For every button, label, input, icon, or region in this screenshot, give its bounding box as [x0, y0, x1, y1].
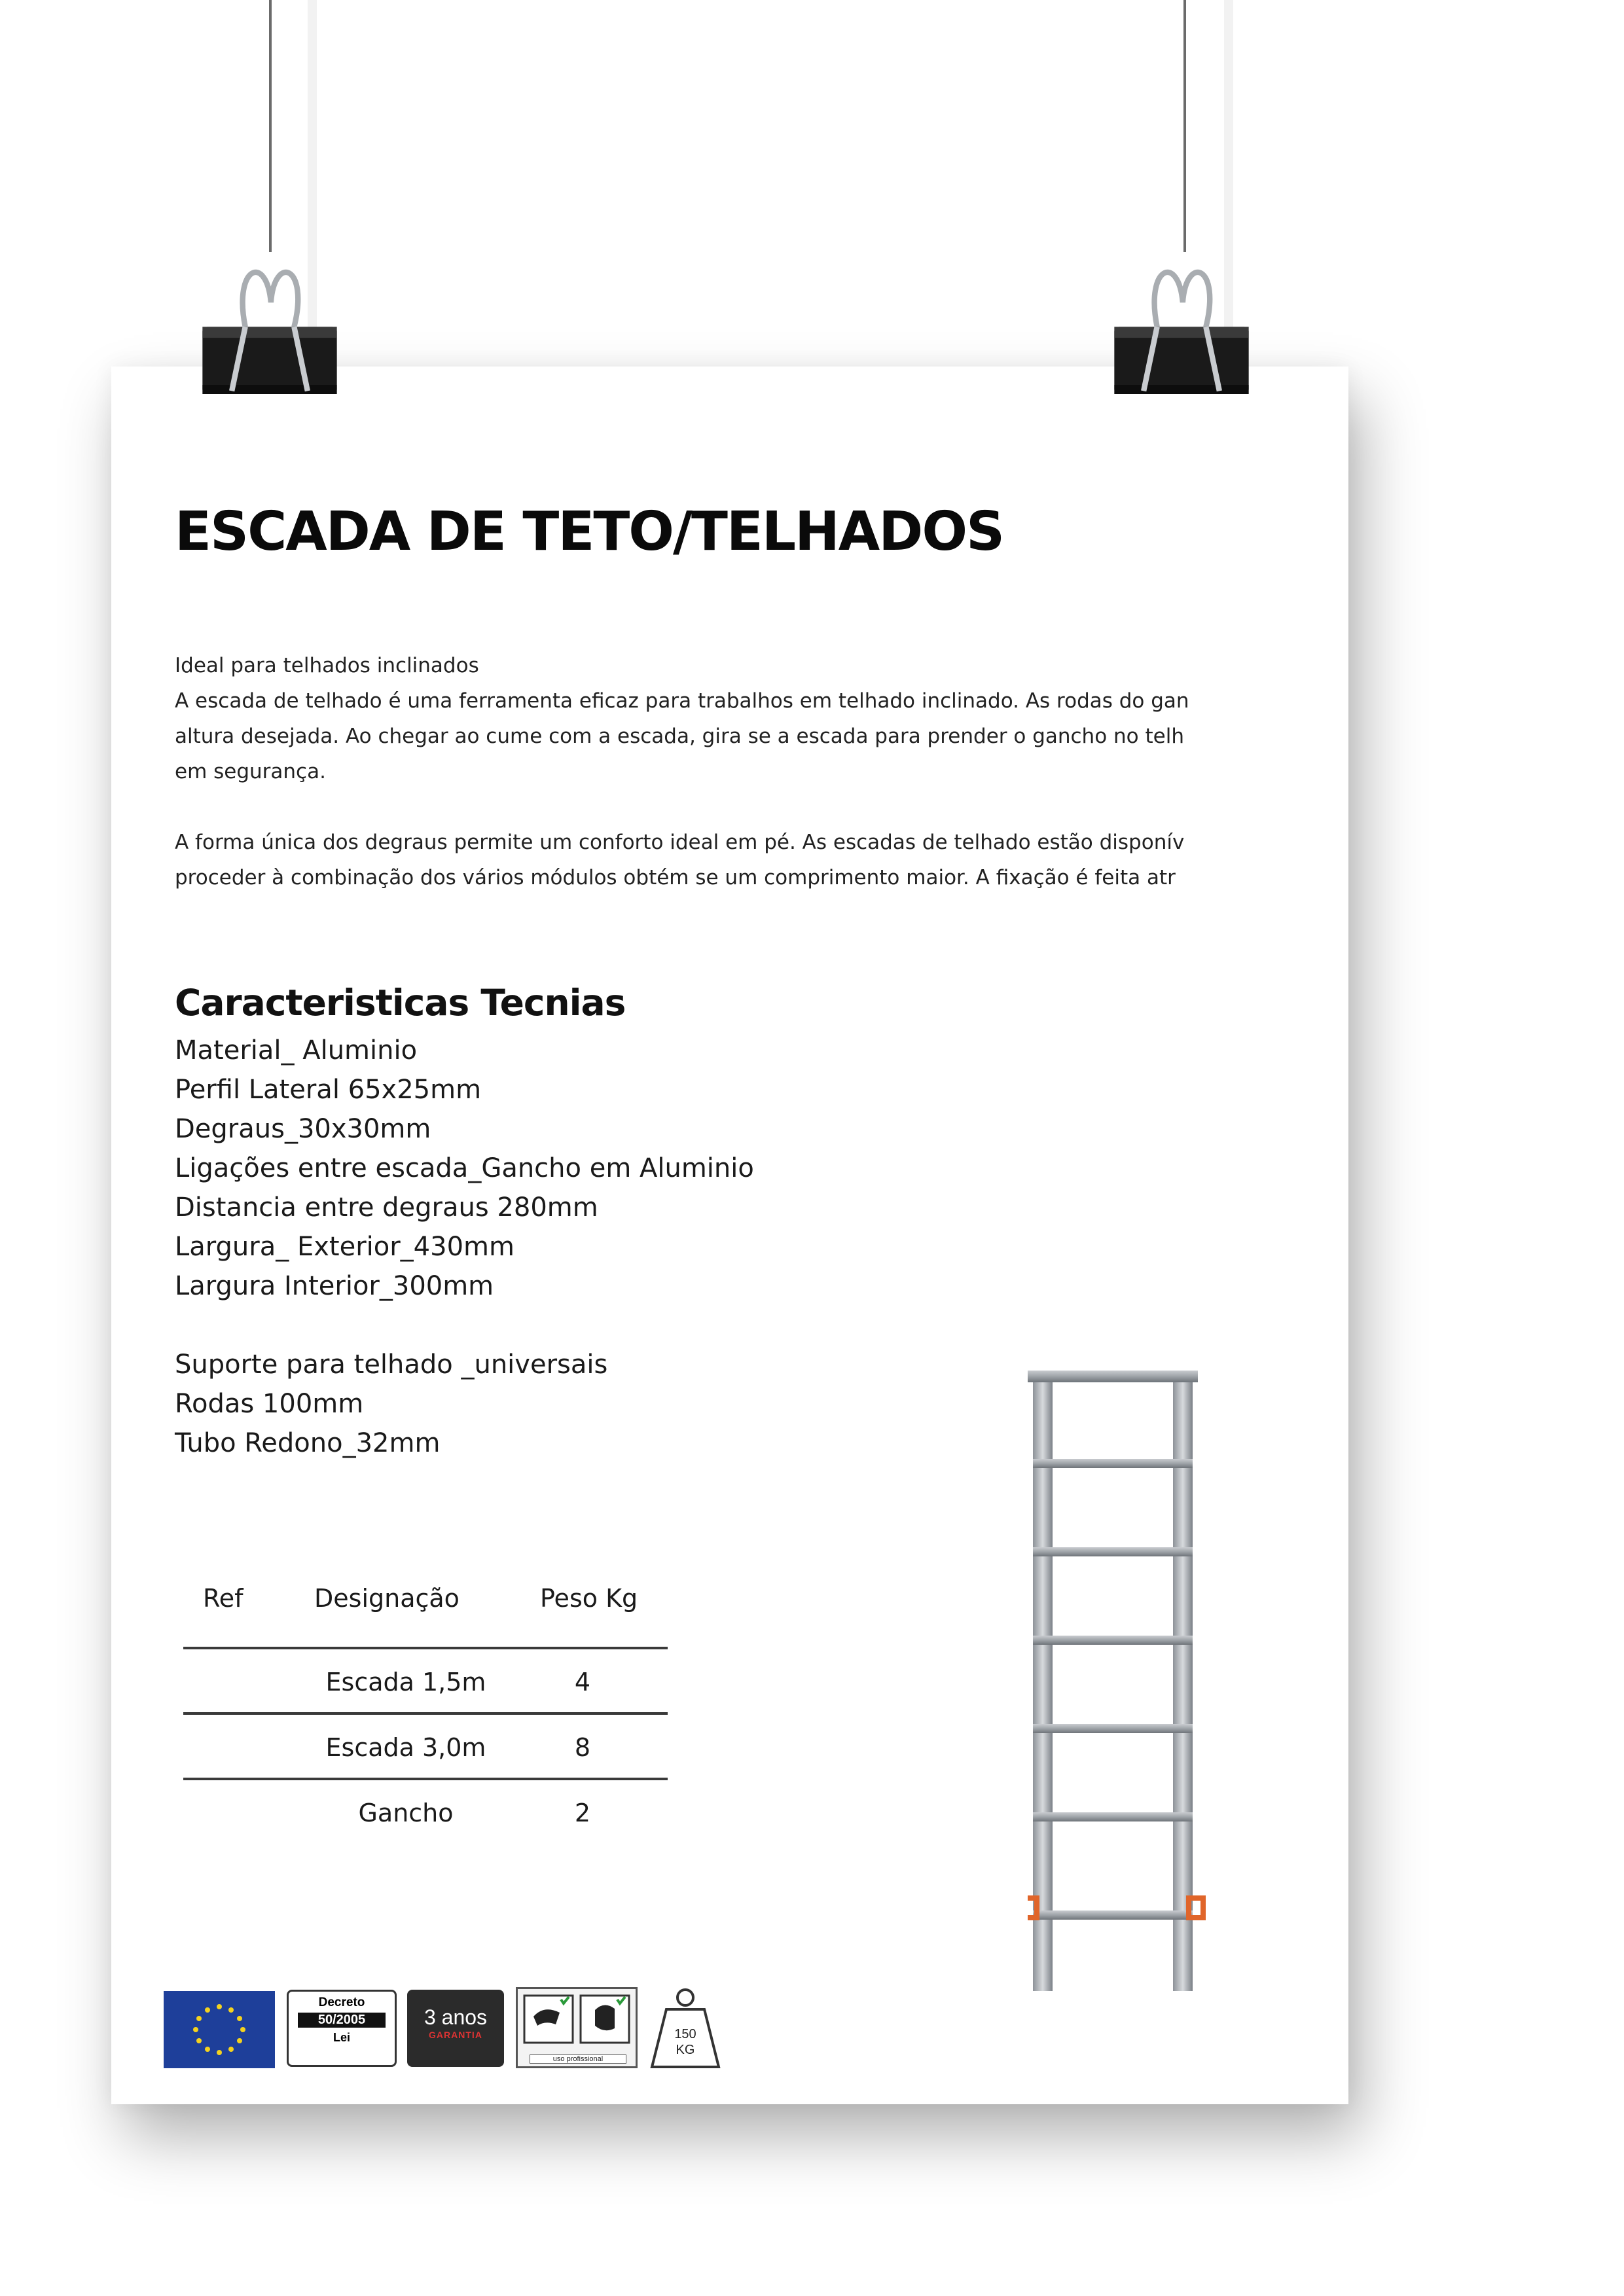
intro-text	[175, 648, 1348, 895]
spec-item: Degraus_30x30mm	[175, 1114, 431, 1144]
table-row	[183, 1647, 668, 1712]
spec-item: Largura_ Exterior_430mm	[175, 1232, 514, 1262]
cell-designacao: Escada 3,0m	[325, 1733, 486, 1762]
hook-left	[1028, 1898, 1037, 1918]
decreto-top: Decreto	[318, 1996, 365, 2009]
cell-peso: 4	[574, 1668, 591, 1696]
header-ref: Ref	[203, 1584, 244, 1613]
cell-peso: 8	[574, 1733, 591, 1762]
spec-item: Suporte para telhado _universais	[175, 1350, 608, 1380]
spec-item: Perfil Lateral 65x25mm	[175, 1075, 482, 1105]
intro-paragraph-1-line-3: em segurança.	[175, 760, 326, 783]
table-row	[183, 1712, 668, 1778]
professional-use-icon	[516, 1987, 638, 2068]
hanging-wire-left	[269, 0, 272, 252]
header-peso: Peso Kg	[540, 1584, 638, 1613]
intro-subtitle: Ideal para telhados inclinados	[175, 654, 479, 677]
warranty-label: GARANTIA	[429, 2030, 482, 2040]
spec-item: Largura Interior_300mm	[175, 1271, 494, 1301]
ladder-image	[1028, 1005, 1329, 2000]
binder-clip-icon	[1103, 229, 1260, 412]
binder-clip-icon	[191, 229, 348, 412]
warranty-years: 3 anos	[424, 2005, 488, 2029]
cell-designacao: Gancho	[358, 1799, 454, 1827]
hanging-wire-right	[1183, 0, 1186, 252]
professional-use-label: uso profissional	[530, 2054, 626, 2064]
decreto-number: 50/2005	[298, 2013, 386, 2028]
eu-flag-icon	[164, 1991, 275, 2068]
cell-peso: 2	[574, 1799, 591, 1827]
spec-item: Material_ Aluminio	[175, 1035, 418, 1066]
table-header-row	[183, 1584, 668, 1647]
specs-heading: Caracteristicas Tecnias	[175, 982, 626, 1024]
product-table	[183, 1584, 668, 1843]
weight-capacity-icon	[647, 1983, 724, 2072]
decreto-bottom: Lei	[333, 2031, 350, 2044]
weight-value: 150	[674, 2027, 696, 2041]
document-title: ESCADA DE TETO/TELHADOS	[175, 501, 1004, 563]
intro-paragraph-1-line-2: altura desejada. Ao chegar ao cume com a escada, gira se a escada para prender o gancho no telh	[175, 725, 1184, 748]
spec-item: Ligações entre escada_Gancho em Aluminio	[175, 1153, 754, 1183]
document-sheet	[111, 367, 1348, 2104]
intro-paragraph-2-line-1: A forma única dos degraus permite um conforto ideal em pé. As escadas de telhado estão disponív	[175, 831, 1185, 854]
cell-designacao: Escada 1,5m	[325, 1668, 486, 1696]
intro-paragraph-1-line-1: A escada de telhado é uma ferramenta eficaz para trabalhos em telhado inclinado. As rodas do gan	[175, 689, 1189, 713]
spec-item: Tubo Redono_32mm	[175, 1428, 441, 1458]
table-row	[183, 1778, 668, 1843]
decreto-badge-icon	[287, 1990, 397, 2067]
specs-list	[175, 1031, 754, 1463]
warranty-badge-icon	[407, 1990, 504, 2067]
weight-unit: KG	[676, 2043, 695, 2057]
intro-paragraph-2-line-2: proceder à combinação dos vários módulos obtém se um comprimento maior. A fixação é feita atr	[175, 866, 1176, 889]
header-designacao: Designação	[314, 1584, 460, 1613]
spec-item: Rodas 100mm	[175, 1389, 364, 1419]
spec-item: Distancia entre degraus 280mm	[175, 1193, 598, 1223]
hook-right	[1189, 1898, 1203, 1918]
